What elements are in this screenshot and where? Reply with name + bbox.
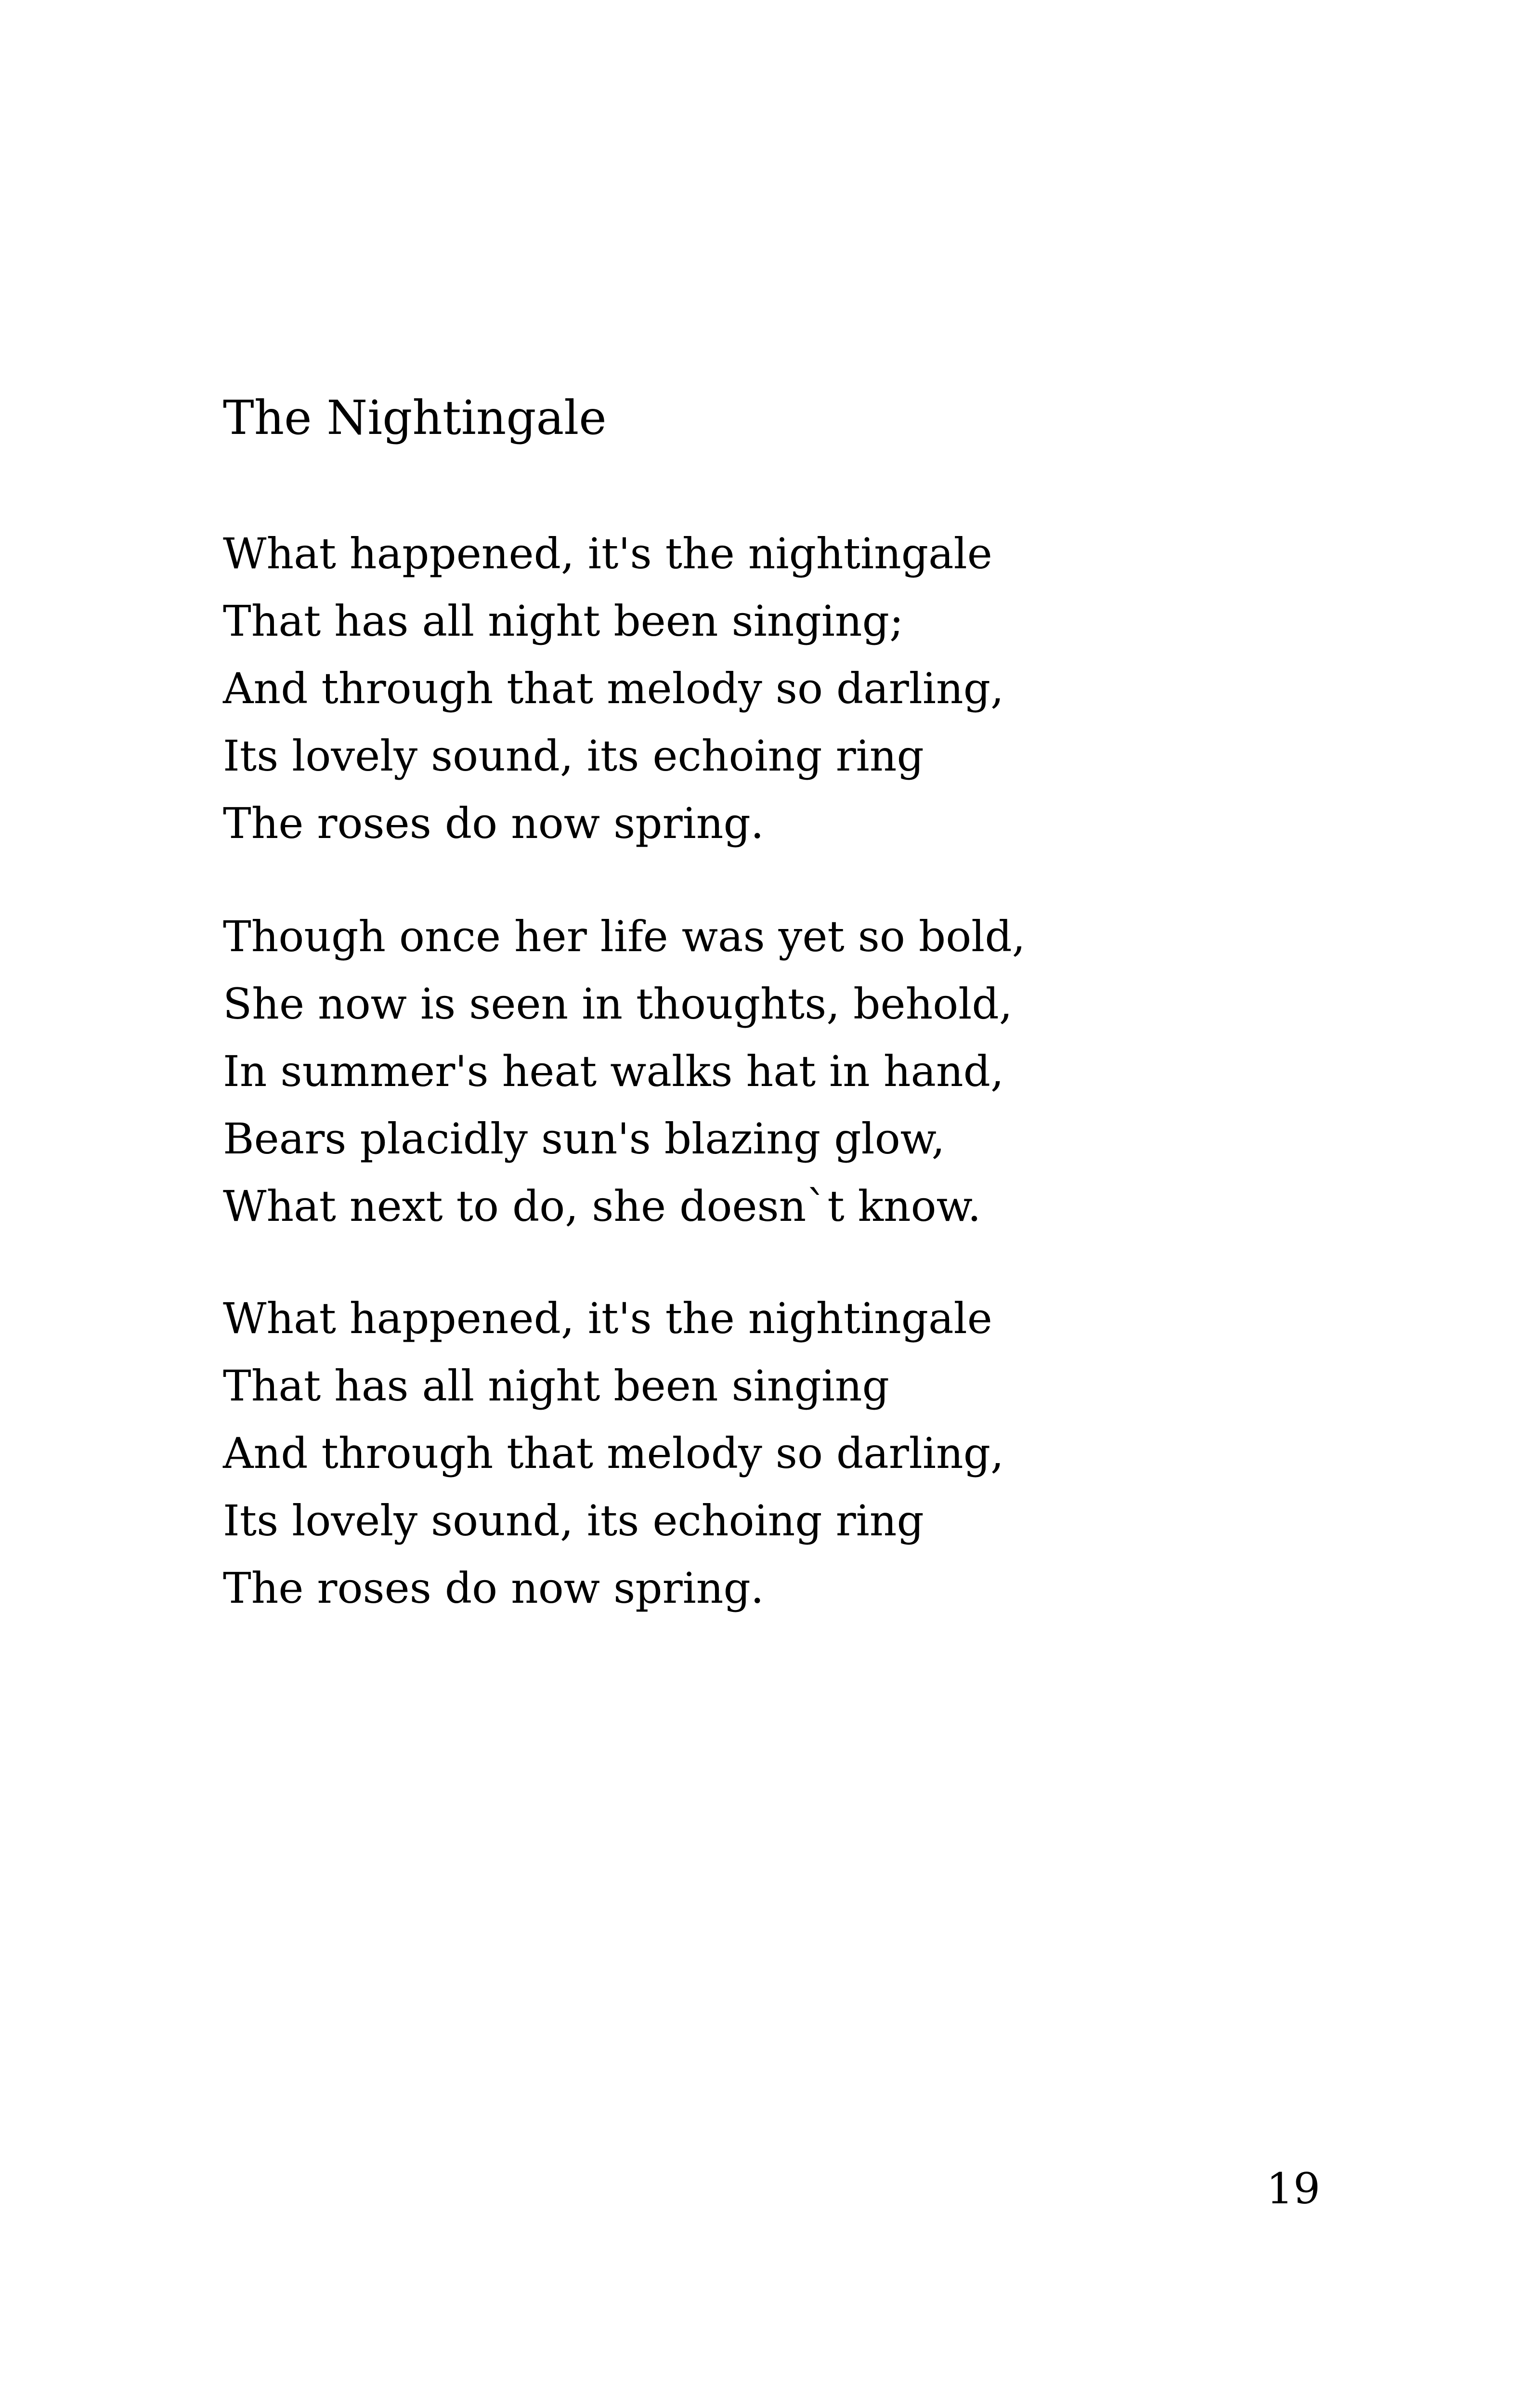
- poem-line: That has all night been singing: [223, 1361, 889, 1411]
- poem-line: Though once her life was yet so bold,: [223, 912, 1026, 961]
- poem-title: The Nightingale: [223, 391, 607, 445]
- poem-line: Bears placidly sun's blazing glow,: [223, 1114, 945, 1164]
- poem-line: What happened, it's the nightingale: [223, 529, 992, 578]
- stanza-1: [223, 520, 1004, 857]
- poem-line: That has all night been singing;: [223, 596, 904, 646]
- poem-line: Its lovely sound, its echoing ring: [223, 731, 924, 781]
- poem-line: In summer's heat walks hat in hand,: [223, 1047, 1004, 1096]
- poem-line: The roses do now spring.: [223, 1563, 764, 1613]
- poem-line: The roses do now spring.: [223, 798, 764, 848]
- poem-line: What next to do, she doesn`t know.: [223, 1181, 981, 1231]
- page-number: 19: [1266, 2164, 1320, 2213]
- poem-line: Its lovely sound, its echoing ring: [223, 1496, 924, 1545]
- poem-line: And through that melody so darling,: [223, 664, 1004, 713]
- poem-line: What happened, it's the nightingale: [223, 1294, 992, 1343]
- poem-line: And through that melody so darling,: [223, 1428, 1004, 1478]
- stanza-3: [223, 1285, 1004, 1622]
- poem-line: She now is seen in thoughts, behold,: [223, 979, 1013, 1029]
- stanza-2: [223, 903, 1026, 1240]
